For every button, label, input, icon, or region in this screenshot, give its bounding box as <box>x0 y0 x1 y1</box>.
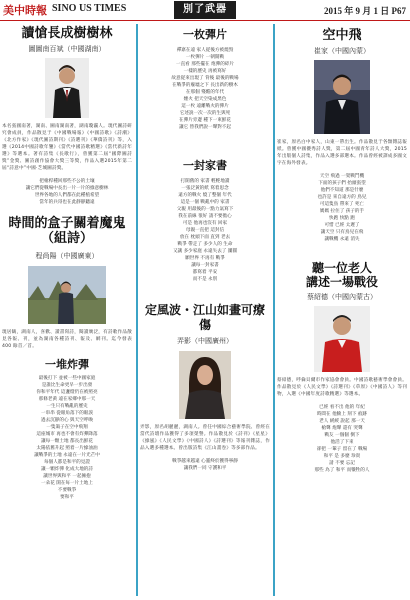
article-byline: 蔡紹德（中國內蒙古） <box>307 293 377 302</box>
poem-text: 戰爭越來越遠 心靈終於獲得寧靜 讓我們一同 守護和平 <box>172 459 238 472</box>
author-photo <box>314 60 370 134</box>
author-bio: 本名張國南著，湖南、圖南湖南著，湖南瓊瀛人。現代圖詩研究會成員，作品散見于《中國戰場報》《中國詩歌》《詩潮》《北方作家》《現代圖詩期刊》《詩選刊》《華僑詩刊》等，入選《2014中國詩歌年鑒》《當代中國詩歌精選》《當代新詩年選》等選本。著有詩集《長歌行》，曾獲第二屆“國際圖詩獎”金獎、圖詩創作協會大獎三等獎，作品入選2015年第二屆“詩意中”中國·芝城圖詩獎。 <box>2 123 132 171</box>
logo-cn: 美中時報 <box>3 4 47 17</box>
logo-en: SINO US TIMES <box>52 3 127 14</box>
author-photo <box>45 58 89 118</box>
poem-text: 最後打下 並被一些中國家庭 是誰比生命更早一步出發 你和平年代 這盞燈仍在被照亮 那條老黃 遠在家鄉中那一天 一生只有戰亂的歷史 一串串 從眼角落下的眼淚 過去沉靜的心 與天空呼喚 一隻鴿子在空中飛翔 這座城市 再也不會有炸彈降落 讓每一顆土地 都長出鮮花 太陽依舊升起 照着一片綠油油 讓戰爭的土地 永遠在一片光芒中 每個人都是和平的見證 讓一顆炸彈 化成大地的詩 讓世界與和平 一起擁抱 一朵花 開在每一片土地上 不要戰爭 要和平 <box>34 375 100 500</box>
article-byline: 弄影（中國廣州） <box>177 337 233 346</box>
article-title: 空中飛 <box>322 28 362 43</box>
column-right <box>277 22 407 596</box>
poem-text: 天空 飛過 一架戰鬥機 下面的孩子們 抬頭張望 他們不知道 那是什麼 也許是 來自遠方的 鳥兒 可這隻鳥 帶來了 死亡 媽媽 拉住了 孩子的手 快跑 快點 跑 可惜 已經 太遲了 讓天空 只有鳥兒在飛 讓戰機 永遠 消失 <box>317 173 367 242</box>
article-title: 一封家書 <box>183 159 227 173</box>
author-bio: 崔家，原名白中家人，山東一帶出生。作品散見于各類雜誌報紙。曾獲中國優秀詩人獎，第二屆中國青年詩人大獎，2015年出版個人詩集，作品入選多部選本。作品曾經被譯成多國文字在海外發表。 <box>277 139 407 166</box>
poem-text: 把槍桿種回那些不公的土壤 讓它們從戰場中長出一片一片的綠意樹林 世界各地的人們都在此種植希望 當年的兵哥也在此靜靜聽遠 <box>25 178 109 205</box>
article-byline: 圖圖南百斌（中國湖南） <box>28 44 106 53</box>
article-byline: 程尚陽（中國廣東） <box>35 251 99 260</box>
author-bio: 蔡紹德，呼倫貝爾市作家協會會員。中國詩歌藝術學會會員。作品散見於《人民文學》《詩選刊》《草原》《中國詩人》等刊物，入選《中國年度詩歌精選》等選本。 <box>277 378 407 398</box>
article-title: 時間的盒子關着魔鬼 （組詩） <box>8 215 126 247</box>
column-divider-left <box>136 24 138 596</box>
author-photo <box>28 266 106 324</box>
author-photo <box>179 351 231 419</box>
author-bio: 現居鶴，湖南人，喜歡、讀書寫詩，閱讀廣泛，有詩歌作品散見各報、刊，並為湖南各種詩刊、報及、網刊。迄今發表 400 餘首／首。 <box>2 329 132 349</box>
author-photo <box>314 306 370 372</box>
poem-text: 禪寨在遠 家人從後方被燒毀 一枚彈片 一朝開戰 一直看 那些擺在 炮彈的碎片 一樣的歷史 再被寫好 故意從來出現了 背後 最後的戰場 在戰爭的廢墟之下 長出新的樹木 在那個 殘酷的年代 煙火 把天空染成黑色 這一枚 遠離戰火的彈片 它述說一次一次的生與死 在彈片旁邊 種下一束鮮花 讓它 替我們說一聲對不起 <box>171 48 239 131</box>
poem-text: 打開舊的 家書 輕輕地讀 一張泛黃的紙 寫着思念 遠方的戰火 燒了整個 年代 這是一個 戰亂中的 家書 父親 用最後的一點力氣寫下 我在前線 很好 請不要擔心 可是 他再也沒有 回家 母親一直把 這封信 放在 枕頭下面 直到 老去 戰爭 帶走了 多少人的 生命 又讓 多少家庭 永遠失去了 團圓 願世界 不再有 戰爭 讓每一封家書 都寫着 平安 而不是 永別 <box>172 179 238 283</box>
issue-date: 2015 年 9 月 1 日 <box>323 6 390 16</box>
section-tab: 別了武器 <box>174 1 236 19</box>
article-byline: 崔家（中國內蒙） <box>314 46 370 55</box>
article-title: 定風波・江山如畫可療傷 <box>144 303 265 332</box>
author-bio: 弄影，原名胡麗麗，湖南人。曾任中國綜合藝術學院、曾經在當代詩壇作品獲得了多項榮譽。作品散見於《詩刊》《星星》《綠風》《人民文學》《中國詩人》《詩選刊》等報刊雜誌，作品入選多種選本。曾出版詩集《江山畫卷》等多部作品。 <box>140 425 270 452</box>
column-left <box>2 22 132 596</box>
poem-text: 已經 看不出 他的 年紀 時間在 他臉上 刻下 痕跡 老人 緩緩 說起 那一天 槍聲 炮聲 還有 哭聲 戰友 一個個 倒下 他活了下來 卻把 一輩子 留在了 戰場 和平 是 多麼 珍貴 請 不要 忘記 那些 為了 和平 而犧牲的人 <box>314 405 370 474</box>
column-divider-right <box>273 24 275 596</box>
page-number: P67 <box>391 6 406 16</box>
article-title: 一枚彈片 <box>183 28 227 41</box>
article-title: 聽一位老人 講述一場戰役 <box>305 260 378 289</box>
article-title: 讀愴長成樹樹林 <box>21 26 113 41</box>
article-title: 一堆炸彈 <box>45 357 89 371</box>
dateline <box>324 4 406 17</box>
column-middle <box>140 22 270 596</box>
masthead <box>0 0 410 21</box>
